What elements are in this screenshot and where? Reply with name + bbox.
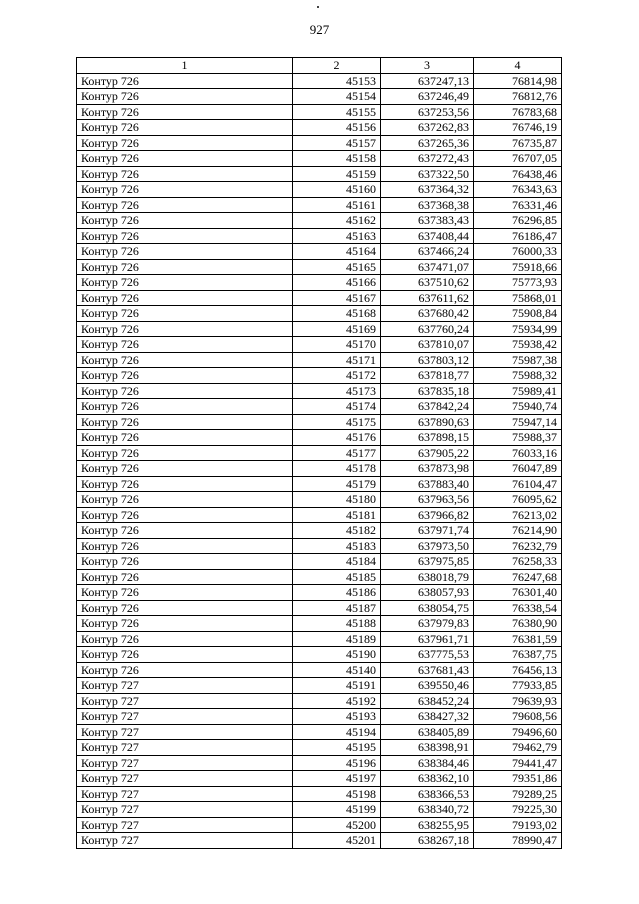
x-coordinate-cell: 637368,38 xyxy=(381,197,474,213)
table-row xyxy=(77,135,562,151)
contour-name-cell: Контур 727 xyxy=(77,755,293,771)
point-number-cell: 45196 xyxy=(293,755,381,771)
table-row xyxy=(77,228,562,244)
contour-name-cell: Контур 726 xyxy=(77,414,293,430)
contour-name-cell: Контур 726 xyxy=(77,445,293,461)
contour-name-cell: Контур 726 xyxy=(77,631,293,647)
table-row xyxy=(77,833,562,849)
x-coordinate-cell: 637246,49 xyxy=(381,89,474,105)
y-coordinate-cell: 76000,33 xyxy=(474,244,562,260)
x-coordinate-cell: 637818,77 xyxy=(381,368,474,384)
x-coordinate-cell: 638054,75 xyxy=(381,600,474,616)
table-row xyxy=(77,275,562,291)
point-number-cell: 45187 xyxy=(293,600,381,616)
point-number-cell: 45183 xyxy=(293,538,381,554)
x-coordinate-cell: 637466,24 xyxy=(381,244,474,260)
x-coordinate-cell: 638057,93 xyxy=(381,585,474,601)
table-row xyxy=(77,244,562,260)
y-coordinate-cell: 76232,79 xyxy=(474,538,562,554)
contour-name-cell: Контур 727 xyxy=(77,802,293,818)
table-row xyxy=(77,461,562,477)
y-coordinate-cell: 76438,46 xyxy=(474,166,562,182)
point-number-cell: 45158 xyxy=(293,151,381,167)
x-coordinate-cell: 637364,32 xyxy=(381,182,474,198)
point-number-cell: 45170 xyxy=(293,337,381,353)
x-coordinate-cell: 637471,07 xyxy=(381,259,474,275)
contour-name-cell: Контур 726 xyxy=(77,290,293,306)
y-coordinate-cell: 76707,05 xyxy=(474,151,562,167)
contour-name-cell: Контур 727 xyxy=(77,817,293,833)
x-coordinate-cell: 637973,50 xyxy=(381,538,474,554)
contour-name-cell: Контур 727 xyxy=(77,740,293,756)
x-coordinate-cell: 637975,85 xyxy=(381,554,474,570)
y-coordinate-cell: 75947,14 xyxy=(474,414,562,430)
point-number-cell: 45155 xyxy=(293,104,381,120)
y-coordinate-cell: 76338,54 xyxy=(474,600,562,616)
x-coordinate-cell: 637510,62 xyxy=(381,275,474,291)
table-row xyxy=(77,771,562,787)
point-number-cell: 45177 xyxy=(293,445,381,461)
y-coordinate-cell: 76213,02 xyxy=(474,507,562,523)
x-coordinate-cell: 637961,71 xyxy=(381,631,474,647)
point-number-cell: 45153 xyxy=(293,73,381,89)
contour-name-cell: Контур 726 xyxy=(77,600,293,616)
y-coordinate-cell: 79193,02 xyxy=(474,817,562,833)
contour-name-cell: Контур 727 xyxy=(77,771,293,787)
contour-name-cell: Контур 726 xyxy=(77,244,293,260)
table-row xyxy=(77,724,562,740)
y-coordinate-cell: 76331,46 xyxy=(474,197,562,213)
table-row xyxy=(77,693,562,709)
point-number-cell: 45173 xyxy=(293,383,381,399)
x-coordinate-cell: 637408,44 xyxy=(381,228,474,244)
x-coordinate-cell: 637842,24 xyxy=(381,399,474,415)
x-coordinate-cell: 637963,56 xyxy=(381,492,474,508)
table-row xyxy=(77,523,562,539)
table-row xyxy=(77,120,562,136)
table-row xyxy=(77,600,562,616)
contour-name-cell: Контур 726 xyxy=(77,275,293,291)
column-header-4: 4 xyxy=(474,58,562,74)
contour-name-cell: Контур 726 xyxy=(77,321,293,337)
x-coordinate-cell: 637890,63 xyxy=(381,414,474,430)
contour-name-cell: Контур 726 xyxy=(77,523,293,539)
table-row xyxy=(77,89,562,105)
y-coordinate-cell: 75908,84 xyxy=(474,306,562,322)
x-coordinate-cell: 638018,79 xyxy=(381,569,474,585)
point-number-cell: 45192 xyxy=(293,693,381,709)
table-row xyxy=(77,647,562,663)
contour-name-cell: Контур 726 xyxy=(77,538,293,554)
contour-name-cell: Контур 726 xyxy=(77,569,293,585)
point-number-cell: 45169 xyxy=(293,321,381,337)
point-number-cell: 45174 xyxy=(293,399,381,415)
point-number-cell: 45163 xyxy=(293,228,381,244)
y-coordinate-cell: 79289,25 xyxy=(474,786,562,802)
contour-name-cell: Контур 726 xyxy=(77,73,293,89)
x-coordinate-cell: 637803,12 xyxy=(381,352,474,368)
table-row xyxy=(77,662,562,678)
point-number-cell: 45190 xyxy=(293,647,381,663)
y-coordinate-cell: 75988,37 xyxy=(474,430,562,446)
contour-name-cell: Контур 726 xyxy=(77,89,293,105)
contour-name-cell: Контур 726 xyxy=(77,306,293,322)
point-number-cell: 45171 xyxy=(293,352,381,368)
point-number-cell: 45185 xyxy=(293,569,381,585)
x-coordinate-cell: 637322,50 xyxy=(381,166,474,182)
point-number-cell: 45194 xyxy=(293,724,381,740)
table-row xyxy=(77,554,562,570)
x-coordinate-cell: 637873,98 xyxy=(381,461,474,477)
contour-name-cell: Контур 726 xyxy=(77,135,293,151)
x-coordinate-cell: 637760,24 xyxy=(381,321,474,337)
x-coordinate-cell: 637905,22 xyxy=(381,445,474,461)
coordinates-table xyxy=(76,57,562,849)
table-row xyxy=(77,321,562,337)
point-number-cell: 45198 xyxy=(293,786,381,802)
contour-name-cell: Контур 727 xyxy=(77,786,293,802)
point-number-cell: 45178 xyxy=(293,461,381,477)
y-coordinate-cell: 79225,30 xyxy=(474,802,562,818)
x-coordinate-cell: 637681,43 xyxy=(381,662,474,678)
contour-name-cell: Контур 726 xyxy=(77,430,293,446)
table-row xyxy=(77,631,562,647)
y-coordinate-cell: 76380,90 xyxy=(474,616,562,632)
contour-name-cell: Контур 726 xyxy=(77,616,293,632)
x-coordinate-cell: 637611,62 xyxy=(381,290,474,306)
table-row xyxy=(77,73,562,89)
x-coordinate-cell: 639550,46 xyxy=(381,678,474,694)
table-row xyxy=(77,414,562,430)
x-coordinate-cell: 637966,82 xyxy=(381,507,474,523)
contour-name-cell: Контур 726 xyxy=(77,476,293,492)
table-row xyxy=(77,213,562,229)
x-coordinate-cell: 637680,42 xyxy=(381,306,474,322)
x-coordinate-cell: 638452,24 xyxy=(381,693,474,709)
table-row xyxy=(77,399,562,415)
contour-name-cell: Контур 727 xyxy=(77,833,293,849)
y-coordinate-cell: 75773,93 xyxy=(474,275,562,291)
point-number-cell: 45201 xyxy=(293,833,381,849)
y-coordinate-cell: 76735,87 xyxy=(474,135,562,151)
table-row xyxy=(77,817,562,833)
contour-name-cell: Контур 727 xyxy=(77,678,293,694)
table-row xyxy=(77,492,562,508)
point-number-cell: 45168 xyxy=(293,306,381,322)
contour-name-cell: Контур 727 xyxy=(77,693,293,709)
point-number-cell: 45160 xyxy=(293,182,381,198)
contour-name-cell: Контур 726 xyxy=(77,585,293,601)
y-coordinate-cell: 79351,86 xyxy=(474,771,562,787)
point-number-cell: 45181 xyxy=(293,507,381,523)
table-row xyxy=(77,104,562,120)
contour-name-cell: Контур 726 xyxy=(77,337,293,353)
y-coordinate-cell: 76746,19 xyxy=(474,120,562,136)
point-number-cell: 45156 xyxy=(293,120,381,136)
point-number-cell: 45175 xyxy=(293,414,381,430)
y-coordinate-cell: 76812,76 xyxy=(474,89,562,105)
y-coordinate-cell: 76783,68 xyxy=(474,104,562,120)
point-number-cell: 45159 xyxy=(293,166,381,182)
table-row xyxy=(77,182,562,198)
contour-name-cell: Контур 726 xyxy=(77,120,293,136)
column-header-3: 3 xyxy=(381,58,474,74)
contour-name-cell: Контур 726 xyxy=(77,228,293,244)
y-coordinate-cell: 76033,16 xyxy=(474,445,562,461)
y-coordinate-cell: 76095,62 xyxy=(474,492,562,508)
contour-name-cell: Контур 726 xyxy=(77,399,293,415)
table-row xyxy=(77,569,562,585)
point-number-cell: 45184 xyxy=(293,554,381,570)
table-row xyxy=(77,337,562,353)
point-number-cell: 45172 xyxy=(293,368,381,384)
contour-name-cell: Контур 726 xyxy=(77,383,293,399)
x-coordinate-cell: 637883,40 xyxy=(381,476,474,492)
x-coordinate-cell: 637979,83 xyxy=(381,616,474,632)
table-row xyxy=(77,709,562,725)
x-coordinate-cell: 637810,07 xyxy=(381,337,474,353)
y-coordinate-cell: 76456,13 xyxy=(474,662,562,678)
contour-name-cell: Контур 726 xyxy=(77,368,293,384)
contour-name-cell: Контур 726 xyxy=(77,554,293,570)
contour-name-cell: Контур 726 xyxy=(77,259,293,275)
y-coordinate-cell: 76104,47 xyxy=(474,476,562,492)
point-number-cell: 45162 xyxy=(293,213,381,229)
table-header-row xyxy=(77,58,562,74)
contour-name-cell: Контур 727 xyxy=(77,709,293,725)
y-coordinate-cell: 76387,75 xyxy=(474,647,562,663)
point-number-cell: 45164 xyxy=(293,244,381,260)
point-number-cell: 45188 xyxy=(293,616,381,632)
y-coordinate-cell: 75989,41 xyxy=(474,383,562,399)
x-coordinate-cell: 638366,53 xyxy=(381,786,474,802)
x-coordinate-cell: 637262,83 xyxy=(381,120,474,136)
point-number-cell: 45189 xyxy=(293,631,381,647)
point-number-cell: 45165 xyxy=(293,259,381,275)
y-coordinate-cell: 77933,85 xyxy=(474,678,562,694)
point-number-cell: 45199 xyxy=(293,802,381,818)
table-row xyxy=(77,352,562,368)
y-coordinate-cell: 75918,66 xyxy=(474,259,562,275)
x-coordinate-cell: 638384,46 xyxy=(381,755,474,771)
point-number-cell: 45193 xyxy=(293,709,381,725)
table-row xyxy=(77,507,562,523)
point-number-cell: 45154 xyxy=(293,89,381,105)
table-row xyxy=(77,476,562,492)
table-row xyxy=(77,445,562,461)
y-coordinate-cell: 76343,63 xyxy=(474,182,562,198)
table-row xyxy=(77,306,562,322)
x-coordinate-cell: 638427,32 xyxy=(381,709,474,725)
x-coordinate-cell: 638267,18 xyxy=(381,833,474,849)
table-row xyxy=(77,740,562,756)
y-coordinate-cell: 79639,93 xyxy=(474,693,562,709)
x-coordinate-cell: 638255,95 xyxy=(381,817,474,833)
y-coordinate-cell: 79441,47 xyxy=(474,755,562,771)
contour-name-cell: Контур 726 xyxy=(77,507,293,523)
y-coordinate-cell: 75987,38 xyxy=(474,352,562,368)
y-coordinate-cell: 76258,33 xyxy=(474,554,562,570)
y-coordinate-cell: 75868,01 xyxy=(474,290,562,306)
contour-name-cell: Контур 726 xyxy=(77,104,293,120)
contour-name-cell: Контур 726 xyxy=(77,662,293,678)
point-number-cell: 45167 xyxy=(293,290,381,306)
y-coordinate-cell: 78990,47 xyxy=(474,833,562,849)
contour-name-cell: Контур 727 xyxy=(77,724,293,740)
point-number-cell: 45179 xyxy=(293,476,381,492)
point-number-cell: 45180 xyxy=(293,492,381,508)
x-coordinate-cell: 637971,74 xyxy=(381,523,474,539)
contour-name-cell: Контур 726 xyxy=(77,166,293,182)
y-coordinate-cell: 79462,79 xyxy=(474,740,562,756)
table-row xyxy=(77,430,562,446)
contour-name-cell: Контур 726 xyxy=(77,182,293,198)
y-coordinate-cell: 75938,42 xyxy=(474,337,562,353)
x-coordinate-cell: 637775,53 xyxy=(381,647,474,663)
table-row xyxy=(77,802,562,818)
point-number-cell: 45200 xyxy=(293,817,381,833)
x-coordinate-cell: 638340,72 xyxy=(381,802,474,818)
point-number-cell: 45140 xyxy=(293,662,381,678)
y-coordinate-cell: 76814,98 xyxy=(474,73,562,89)
x-coordinate-cell: 637383,43 xyxy=(381,213,474,229)
point-number-cell: 45157 xyxy=(293,135,381,151)
table-row xyxy=(77,290,562,306)
x-coordinate-cell: 638398,91 xyxy=(381,740,474,756)
y-coordinate-cell: 76301,40 xyxy=(474,585,562,601)
y-coordinate-cell: 75934,99 xyxy=(474,321,562,337)
x-coordinate-cell: 637898,15 xyxy=(381,430,474,446)
column-header-1: 1 xyxy=(77,58,293,74)
table-row xyxy=(77,538,562,554)
table-row xyxy=(77,197,562,213)
table-body xyxy=(77,73,562,848)
y-coordinate-cell: 76296,85 xyxy=(474,213,562,229)
table-row xyxy=(77,786,562,802)
contour-name-cell: Контур 726 xyxy=(77,197,293,213)
y-coordinate-cell: 79496,60 xyxy=(474,724,562,740)
contour-name-cell: Контур 726 xyxy=(77,647,293,663)
y-coordinate-cell: 76047,89 xyxy=(474,461,562,477)
x-coordinate-cell: 637253,56 xyxy=(381,104,474,120)
table-row xyxy=(77,678,562,694)
x-coordinate-cell: 637265,36 xyxy=(381,135,474,151)
contour-name-cell: Контур 726 xyxy=(77,352,293,368)
x-coordinate-cell: 637272,43 xyxy=(381,151,474,167)
point-number-cell: 45176 xyxy=(293,430,381,446)
y-coordinate-cell: 76186,47 xyxy=(474,228,562,244)
y-coordinate-cell: 76247,68 xyxy=(474,569,562,585)
y-coordinate-cell: 75988,32 xyxy=(474,368,562,384)
page-number: 927 xyxy=(309,22,330,37)
table-row xyxy=(77,259,562,275)
point-number-cell: 45186 xyxy=(293,585,381,601)
point-number-cell: 45197 xyxy=(293,771,381,787)
y-coordinate-cell: 79608,56 xyxy=(474,709,562,725)
table-row xyxy=(77,585,562,601)
x-coordinate-cell: 637835,18 xyxy=(381,383,474,399)
y-coordinate-cell: 75940,74 xyxy=(474,399,562,415)
y-coordinate-cell: 76214,90 xyxy=(474,523,562,539)
x-coordinate-cell: 638362,10 xyxy=(381,771,474,787)
table-row xyxy=(77,368,562,384)
x-coordinate-cell: 638405,89 xyxy=(381,724,474,740)
x-coordinate-cell: 637247,13 xyxy=(381,73,474,89)
scan-speck xyxy=(317,6,319,8)
table-row xyxy=(77,166,562,182)
point-number-cell: 45182 xyxy=(293,523,381,539)
point-number-cell: 45191 xyxy=(293,678,381,694)
contour-name-cell: Контур 726 xyxy=(77,151,293,167)
point-number-cell: 45166 xyxy=(293,275,381,291)
contour-name-cell: Контур 726 xyxy=(77,213,293,229)
contour-name-cell: Контур 726 xyxy=(77,461,293,477)
point-number-cell: 45161 xyxy=(293,197,381,213)
table-row xyxy=(77,383,562,399)
y-coordinate-cell: 76381,59 xyxy=(474,631,562,647)
column-header-2: 2 xyxy=(293,58,381,74)
table-row xyxy=(77,616,562,632)
point-number-cell: 45195 xyxy=(293,740,381,756)
table-row xyxy=(77,151,562,167)
table-row xyxy=(77,755,562,771)
contour-name-cell: Контур 726 xyxy=(77,492,293,508)
